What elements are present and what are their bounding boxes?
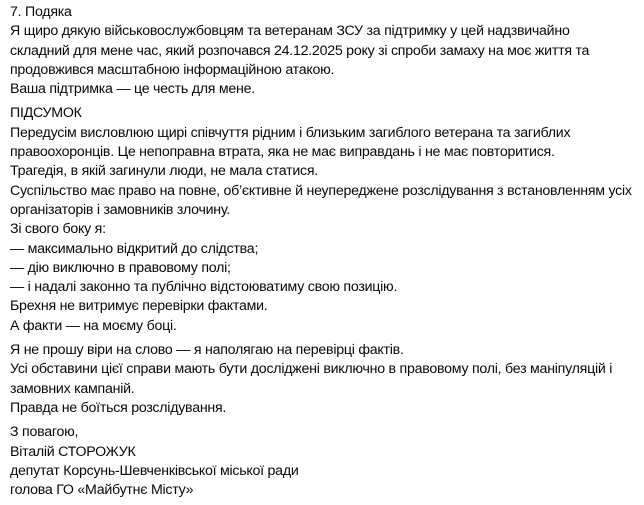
text-line: Суспільство має право на повне, об’єктивне й неупереджене розслідування з встановленням усіх bbox=[10, 182, 632, 199]
signature-name: Віталій СТОРОЖУК bbox=[10, 443, 136, 460]
text-line: Усі обставини цієї справи мають бути досліджені виключно в правовому полі, без маніпуляцій і bbox=[10, 361, 613, 378]
text-line: складний для мене час, який розпочався 24.12.2025 року зі спроби замаху на моє життя та bbox=[10, 42, 590, 59]
text-line: Ваша підтримка — це честь для мене. bbox=[10, 81, 255, 98]
list-item: — дію виключно в правовому полі; bbox=[10, 259, 231, 276]
text-line: Трагедія, в якій загинули люди, не мала статися. bbox=[10, 163, 318, 180]
list-item: — максимально відкритий до слідства; bbox=[10, 240, 259, 257]
signature-closing: З повагою, bbox=[10, 424, 79, 441]
section-heading-summary: ПІДСУМОК bbox=[10, 105, 82, 122]
text-line: А факти — на моєму боці. bbox=[10, 317, 177, 334]
section-summary bbox=[10, 104, 644, 336]
post-body bbox=[10, 3, 644, 505]
section-facts bbox=[10, 341, 644, 418]
text-line: правоохоронців. Це непоправна втрата, яка не має виправдань і не має повторитися. bbox=[10, 144, 555, 161]
signature-org: голова ГО «Майбутнє Місту» bbox=[10, 482, 194, 499]
text-line: Правда не боїться розслідування. bbox=[10, 399, 227, 416]
list-item: — і надалі законно та публічно відстоюватиму свою позицію. bbox=[10, 279, 398, 296]
text-line: продовжився масштабною інформаційною атакою. bbox=[10, 61, 335, 78]
text-line: Брехня не витримує перевірки фактами. bbox=[10, 298, 268, 315]
text-line: Зі свого боку я: bbox=[10, 221, 106, 238]
text-line: Я щиро дякую військовослужбовцям та ветеранам ЗСУ за підтримку у цей надзвичайно bbox=[10, 23, 570, 40]
text-line: Я не прошу віри на слово — я наполягаю на перевірці фактів. bbox=[10, 342, 404, 359]
signature-title: депутат Корсунь-Шевченківської міської ради bbox=[10, 462, 299, 479]
text-line: замовних кампаній. bbox=[10, 380, 135, 397]
section-heading-thanks: 7. Подяка bbox=[10, 4, 72, 20]
text-line: Передусім висловлюю щирі співчуття рідним і близьким загиблого ветерана та загиблих bbox=[10, 124, 571, 141]
section-thanks bbox=[10, 3, 644, 99]
text-line: організаторів і замовників злочину. bbox=[10, 201, 231, 218]
signature bbox=[10, 423, 644, 500]
